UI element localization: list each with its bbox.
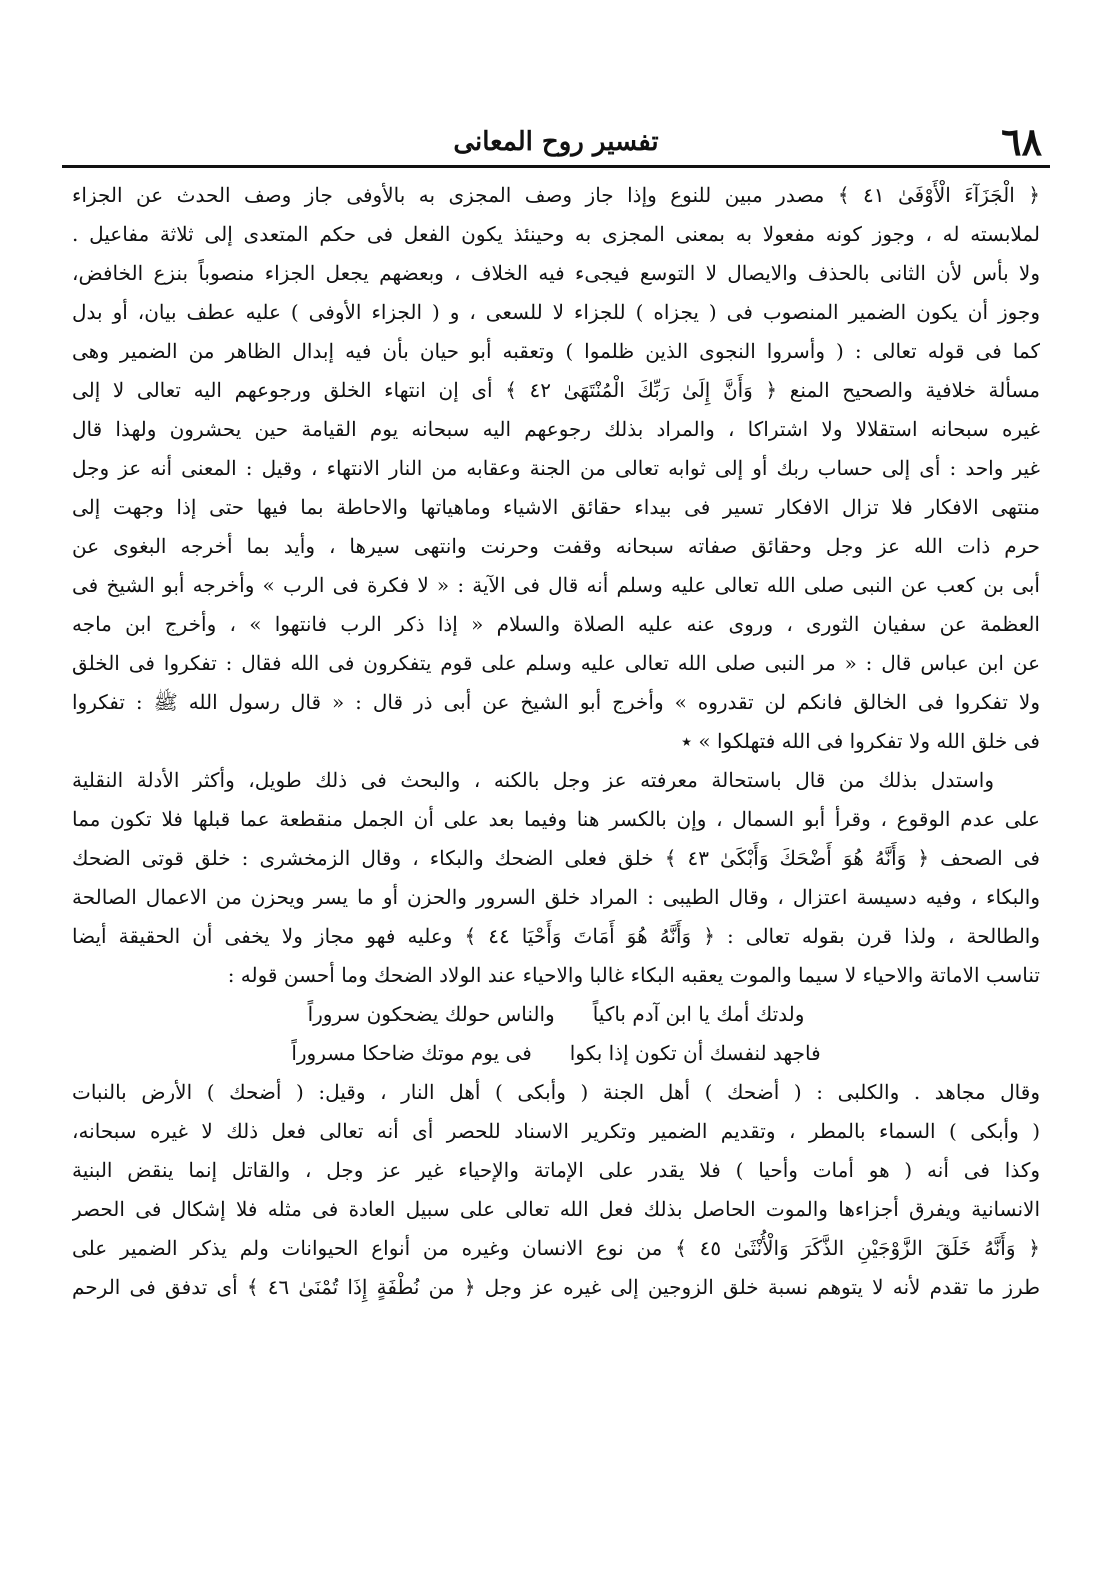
page-body: [72, 176, 1040, 1307]
text-line: وكذا فى أنه ( هو أمات وأحيا ) فلا يقدر على الإماتة والإحياء غير عز وجل ، والقاتل إنما ينقض البنية: [72, 1158, 1040, 1182]
text-line: ﴿ وَأَنَّهُ خَلَقَ الزَّوْجَيْنِ الذَّكَرَ وَالْأُنْثَىٰ ٤٥ ﴾ من نوع الانسان وغيره من أنواع الحيوانات ولم يذكر الضمير على: [72, 1236, 1040, 1260]
header-rule: [62, 165, 1050, 168]
text-line: عن ابن عباس قال : « مر النبى صلى الله تعالى عليه وسلم على قوم يتفكرون فى الله فقال : تفكروا فى الخلق: [72, 651, 1040, 675]
text-line: منتهى الافكار فلا تزال الافكار تسير فى بيداء حقائق الاشياء وماهياتها والاحاطة بما فيها حتى إذا وجهت إلى: [72, 495, 1040, 519]
text-line: لملابسته له ، وجوز كونه مفعولا به بمعنى المجزى به وحينئذ يكون الفعل فى حكم المتعدى إلى ثلاثة مفاعيل .: [72, 222, 1040, 246]
text-line: مسألة خلافية والصحيح المنع ﴿ وَأَنَّ إِلَىٰ رَبِّكَ الْمُنْتَهَىٰ ٤٢ ﴾ أى إن انتهاء الخلق ورجوعهم اليه تعالى لا إلى: [72, 378, 1040, 402]
text-line: وقال مجاهد . والكلبى : ( أضحك ) أهل الجنة ( وأبكى ) أهل النار ، وقيل: ( أضحك ) الأرض بالنبات: [72, 1080, 1040, 1104]
text-line: والبكاء ، وفيه دسيسة اعتزال ، وقال الطيبى : المراد خلق السرور والحزن أو ما يسر ويحزن من الاعمال الصالحة: [72, 885, 1040, 909]
text-line: ﴿ الْجَزَآءَ الْأَوْفَىٰ ٤١ ﴾ مصدر مبين للنوع وإذا جاز وصف المجزى به بالأوفى جاز وصف الحدث عن الجزاء: [72, 183, 1040, 207]
text-line: على عدم الوقوع ، وقرأ أبو السمال ، وإن بالكسر هنا وفيما بعد على أن الجمل منقطعة عما قبلها فلا تكون مما: [72, 807, 1040, 831]
text-line: واستدل بذلك من قال باستحالة معرفته عز وجل بالكنه ، والبحث فى ذلك طويل، وأكثر الأدلة النقلية: [72, 768, 994, 792]
page-number: ٦٨: [1001, 119, 1042, 164]
text-line: طرز ما تقدم لأنه لا يتوهم نسبة خلق الزوجين إلى غيره عز وجل ﴿ من نُطْفَةٍ إِذَا تُمْنَىٰ ٤٦ ﴾ أى تدفق فى الرحم: [72, 1275, 1040, 1299]
poem-hemistich: ولدتك أمك يا ابن آدم باكياً: [592, 1002, 805, 1026]
poem-verse: [72, 995, 1040, 1034]
poem-hemistich: فاجهد لنفسك أن تكون إذا بكوا: [569, 1041, 821, 1065]
text-line: غيره سبحانه استقلالا ولا اشتراكا ، والمراد بذلك رجوعهم اليه سبحانه يوم القيامة حين يحشرون ولهذا قال: [72, 417, 1040, 441]
text-line: ولا تفكروا فى الخالق فانكم لن تقدروه » وأخرج أبو الشيخ عن أبى ذر قال : « قال رسول الله ﷺ : تفكروا: [72, 690, 1040, 714]
page-header: [62, 118, 1050, 170]
text-line: العظمة عن سفيان الثورى ، وروى عنه عليه الصلاة والسلام « إذا ذكر الرب فانتهوا » ، وأخرج ابن ماجه: [72, 612, 1040, 636]
text-line: فى الصحف ﴿ وَأَنَّهُ هُوَ أَضْحَكَ وَأَبْكَىٰ ٤٣ ﴾ خلق فعلى الضحك والبكاء ، وقال الزمخشرى : خلق قوتى الضحك: [72, 846, 1040, 870]
poem-hemistich: والناس حولك يضحكون سروراً: [307, 1002, 555, 1026]
text-line: أبى بن كعب عن النبى صلى الله تعالى عليه وسلم أنه قال فى الآية : « لا فكرة فى الرب » وأخرجه أبو الشيخ فى: [72, 573, 1040, 597]
text-line: ولا بأس لأن الثانى بالحذف والايصال لا التوسع فيجىء فيه الخلاف ، وبعضهم يجعل الجزاء منصوباً بنزع الخافض،: [72, 261, 1040, 285]
running-title: تفسير روح المعانى: [453, 127, 659, 157]
text-line: وجوز أن يكون الضمير المنصوب فى ( يجزاه ) للجزاء لا للسعى ، و ( الجزاء الأوفى ) عليه عطف بيان، أو بدل: [72, 300, 1040, 324]
poem-hemistich: فى يوم موتك ضاحكا مسروراً: [291, 1041, 532, 1065]
text-line: كما فى قوله تعالى : ( وأسروا النجوى الذين ظلموا ) وتعقبه أبو حيان بأن فيه إبدال الظاهر من الضمير وهى: [72, 339, 1040, 363]
text-line: غير واحد : أى إلى حساب ربك أو إلى ثوابه تعالى من الجنة وعقابه من النار الانتهاء ، وقيل : المعنى أنه عز وجل: [72, 456, 1040, 480]
text-line: الانسانية ويفرق أجزاءها والموت الحاصل بذلك فعل الله تعالى على سبيل العادة فى مثله فلا إشكال فى الحصر: [72, 1197, 1040, 1221]
text-line: فى خلق الله ولا تفكروا فى الله فتهلكوا » ٭: [681, 729, 1040, 753]
poem-verse: [72, 1034, 1040, 1073]
text-line: حرم ذات الله عز وجل وحقائق صفاته سبحانه وقفت وحرنت وانتهى سيرها ، وأيد بما أخرجه البغوى عن: [72, 534, 1040, 558]
text-line: ( وأبكى ) السماء بالمطر ، وتقديم الضمير وتكرير الاسناد للحصر أى أنه تعالى فعل ذلك لا غيره سبحانه،: [72, 1119, 1040, 1143]
text-line: تناسب الاماتة والاحياء لا سيما والموت يعقبه البكاء غالبا والاحياء عند الولاد الضحك وما أحسن قوله :: [227, 963, 1040, 987]
text-line: والطالحة ، ولذا قرن بقوله تعالى : ﴿ وَأَنَّهُ هُوَ أَمَاتَ وَأَحْيَا ٤٤ ﴾ وعليه فهو مجاز ولا يخفى أن الحقيقة أيضا: [72, 924, 1040, 948]
